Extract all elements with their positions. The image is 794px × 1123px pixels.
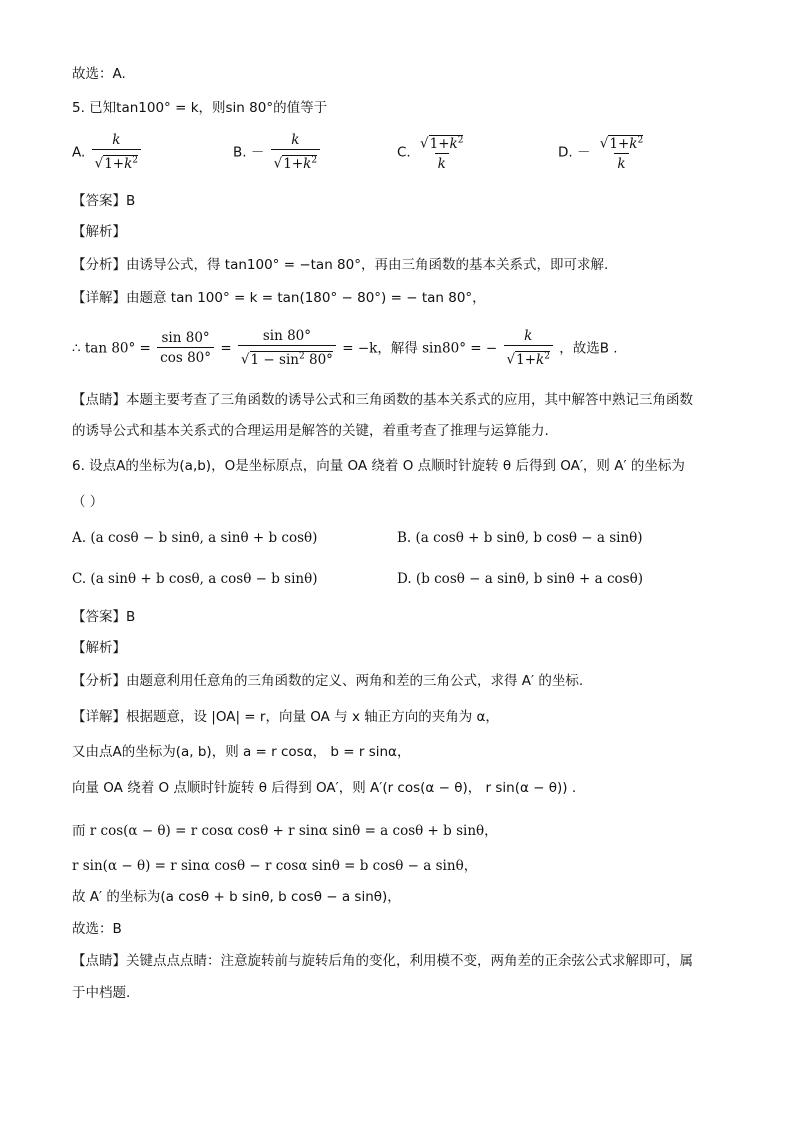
q5-jiexi-heading: 【解析】 bbox=[72, 224, 126, 240]
q6-option-c: C. (a sinθ + b cosθ, a cosθ − b sinθ) bbox=[72, 571, 318, 587]
previous-answer-line: 故选：A. bbox=[72, 66, 126, 82]
q5-analysis: 【分析】由诱导公式，得 tan100° = −tan 80°，再由三角函数的基本关系式，即可求解. bbox=[72, 257, 609, 273]
q6-detail: 【详解】根据题意，设 |OA| = r，向量 OA 与 x 轴正方向的夹角为 α， bbox=[72, 709, 499, 725]
q5-stem: 5. 已知tan100° = k，则sin 80°的值等于 bbox=[72, 100, 328, 116]
q5-derivation-mid: = −k，解得 sin80° = − bbox=[342, 340, 498, 357]
q6-jiexi-heading: 【解析】 bbox=[72, 640, 126, 656]
q6-analysis: 【分析】由题意利用任意角的三角函数的定义、两角和差的三角公式，求得 A′ 的坐标. bbox=[72, 673, 584, 689]
q6-dianjing-line-2: 于中档题. bbox=[72, 985, 131, 1001]
q5-dianjing-line-1: 【点睛】本题主要考查了三角函数的诱导公式和三角函数的基本关系式的应用，其中解答中熟记三角函数 bbox=[72, 392, 693, 408]
q6-step-4: 而 r cos(α − θ) = r cosα cosθ + r sinα sinθ = a cosθ + b sinθ， bbox=[72, 823, 498, 839]
q6-choose: 故选：B bbox=[72, 921, 122, 937]
q5-option-a-fraction: $\frac{k}{√1+k^2}$ bbox=[92, 132, 141, 173]
q6-dianjing-line-1: 【点睛】关键点点点睛：注意旋转前与旋转后角的变化，利用模不变，两角差的正余弦公式求解即可，属 bbox=[72, 953, 693, 969]
q5-option-c-label: C. bbox=[397, 144, 411, 161]
q5-option-c bbox=[397, 132, 468, 173]
q6-stem-line-1: 6. 设点A的坐标为(a,b)，O是坐标原点，向量 OA 绕着 O 点顺时针旋转 θ 后得到 OA′，则 A′ 的坐标为 bbox=[72, 458, 685, 474]
q5-option-a bbox=[72, 132, 143, 173]
q6-step-3: 向量 OA 绕着 O 点顺时针旋转 θ 后得到 OA′，则 A′(r cos(α − θ)， r sin(α − θ)) . bbox=[72, 780, 577, 796]
q5-option-a-label: A. bbox=[72, 144, 86, 161]
q6-option-b: B. (a cosθ + b sinθ, b cosθ − a sinθ) bbox=[397, 530, 643, 546]
q6-answer: 【答案】B bbox=[72, 609, 136, 625]
q5-derivation-suffix: ，故选B . bbox=[559, 340, 618, 357]
q5-option-b-fraction: $\frac{k}{√1+k^2}$ bbox=[271, 132, 320, 173]
q6-option-a: A. (a cosθ − b sinθ, a sinθ + b cosθ) bbox=[72, 530, 318, 546]
q5-option-d-fraction: $\frac{√1+k^2}{k}$ bbox=[599, 135, 644, 172]
q5-option-d bbox=[558, 132, 648, 173]
q5-derivation-prefix: ∴ tan 80° = bbox=[72, 340, 151, 357]
q5-derivation: ∴ tan 80° = $\frac{\sin 80^\circ}{\cos 80^\circ}$ = $\frac{\sin 80^\circ}{√1 - \sin^2 80^\circ}$ = −k，解得 sin80° = − $\frac{k}{√1+k^2}$ ，故选B . bbox=[72, 328, 618, 368]
q5-derivation-frac-1: $\frac{\sin 80^\circ}{\cos 80^\circ}$ bbox=[157, 330, 214, 367]
q5-option-b-label: B. － bbox=[233, 144, 265, 161]
q5-option-c-fraction: $\frac{√1+k^2}{k}$ bbox=[420, 135, 464, 172]
q5-derivation-frac-2: $\frac{\sin 80^\circ}{√1 - \sin^2 80^\circ}$ bbox=[238, 328, 336, 369]
q6-stem-line-2: （ ） bbox=[72, 494, 104, 510]
q5-option-b bbox=[233, 132, 322, 173]
q5-answer: 【答案】B bbox=[72, 193, 136, 209]
q5-option-d-label: D. － bbox=[558, 144, 591, 161]
q5-dianjing-line-2: 的诱导公式和基本关系式的合理运用是解答的关键，着重考查了推理与运算能力. bbox=[72, 423, 549, 439]
q6-option-d: D. (b cosθ − a sinθ, b sinθ + a cosθ) bbox=[397, 571, 643, 587]
q6-step-2: 又由点A的坐标为(a, b)，则 a = r cosα， b = r sinα， bbox=[72, 744, 411, 760]
q5-derivation-frac-3: $\frac{k}{√1+k^2}$ bbox=[504, 328, 553, 369]
q6-step-6: 故 A′ 的坐标为(a cosθ + b sinθ, b cosθ − a sinθ)， bbox=[72, 889, 401, 905]
q5-detail: 【详解】由题意 tan 100° = k = tan(180° − 80°) = − tan 80°， bbox=[72, 290, 486, 306]
q6-step-5: r sin(α − θ) = r sinα cosθ − r cosα sinθ = b cosθ − a sinθ， bbox=[72, 858, 478, 874]
